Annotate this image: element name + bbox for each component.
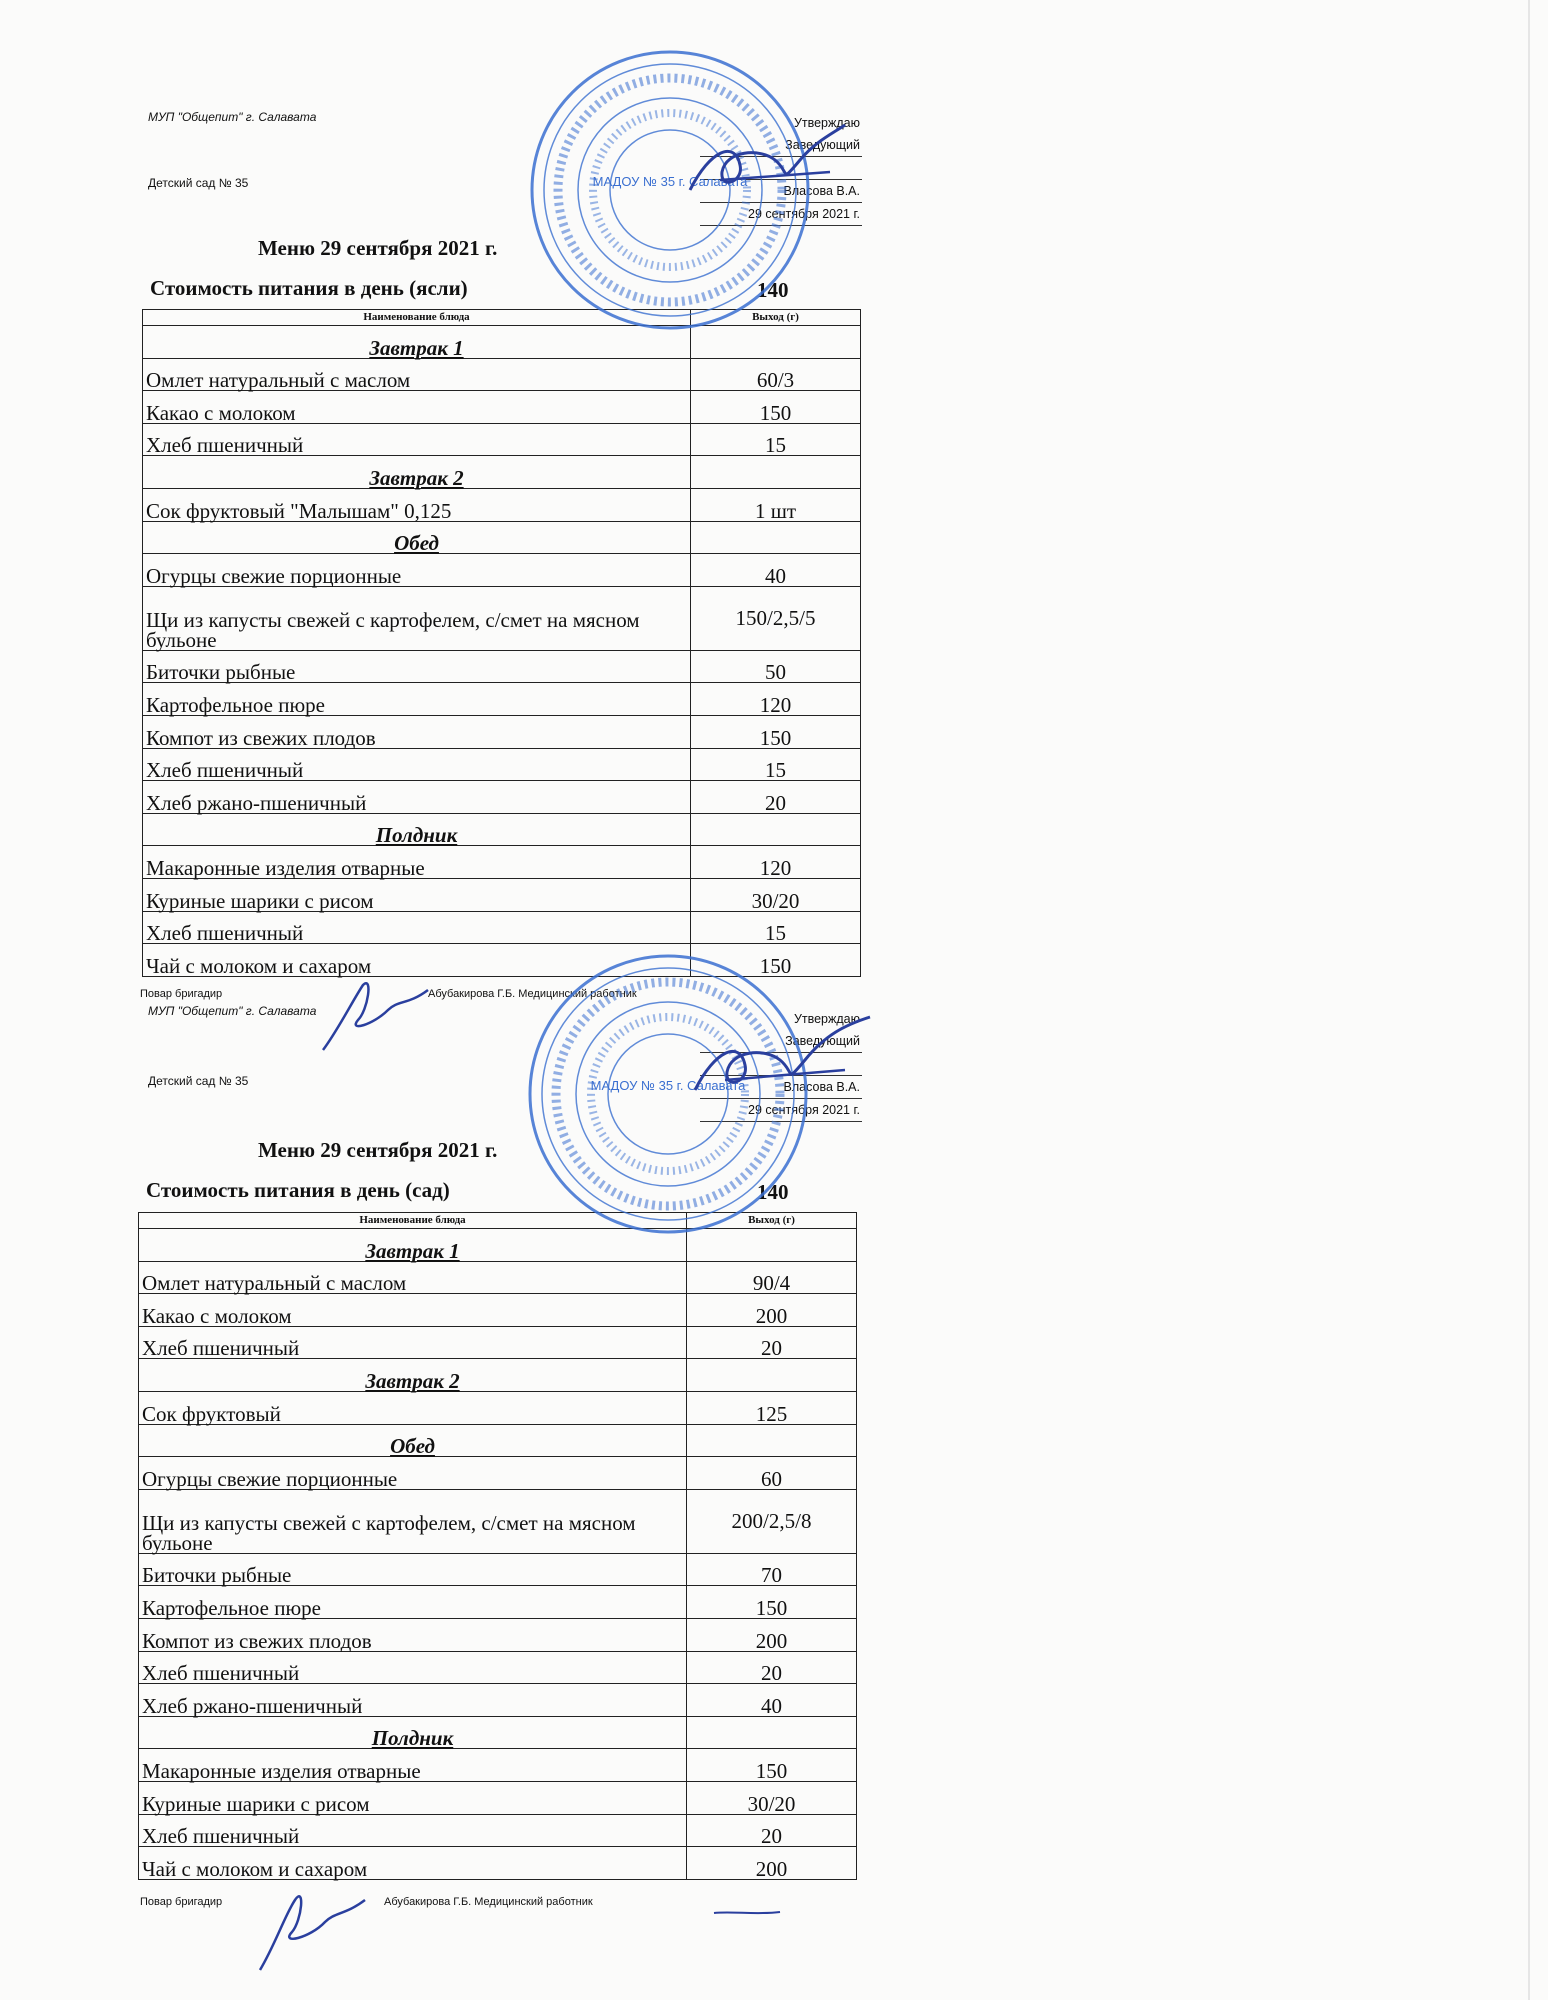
dish-name: Омлет натуральный с маслом	[143, 358, 691, 391]
dish-name: Чай с молоком и сахаром	[143, 944, 691, 977]
meal-header-row	[139, 1716, 857, 1749]
menu-title: Меню 29 сентября 2021 г.	[258, 1138, 498, 1162]
table-row	[143, 391, 861, 424]
meal-name: Завтрак 2	[143, 456, 691, 489]
table-row	[143, 554, 861, 587]
dish-name: Куриные шарики с рисом	[143, 878, 691, 911]
table-row	[139, 1651, 857, 1684]
dish-yield: 150	[691, 944, 861, 977]
approval-position: Заведующий	[700, 134, 862, 157]
dish-yield: 200	[687, 1847, 857, 1880]
table-row	[143, 650, 861, 683]
dish-name: Огурцы свежие порционные	[139, 1457, 687, 1490]
dish-yield: 150	[687, 1749, 857, 1782]
empty-cell	[687, 1359, 857, 1392]
table-row	[143, 781, 861, 814]
table-row	[139, 1684, 857, 1717]
table-row	[139, 1261, 857, 1294]
organization-name: МУП "Общепит" г. Салавата	[148, 1004, 317, 1018]
dish-name: Сок фруктовый	[139, 1391, 687, 1424]
kindergarten-name: Детский сад № 35	[148, 1074, 249, 1088]
cook-signature	[250, 1870, 370, 1980]
dish-name: Компот из свежих плодов	[139, 1618, 687, 1651]
meal-name: Обед	[139, 1424, 687, 1457]
dish-name: Хлеб пшеничный	[139, 1326, 687, 1359]
dish-name: Чай с молоком и сахаром	[139, 1847, 687, 1880]
approval-date: 29 сентября 2021 г.	[700, 203, 862, 226]
menu-table-body	[139, 1229, 857, 1880]
table-row	[139, 1326, 857, 1359]
dish-name: Биточки рыбные	[143, 650, 691, 683]
dish-yield: 15	[691, 423, 861, 456]
dish-yield: 150	[691, 715, 861, 748]
dish-yield: 150/2,5/5	[691, 586, 861, 650]
meal-name: Полдник	[139, 1716, 687, 1749]
dish-name: Хлеб пшеничный	[143, 423, 691, 456]
cost-value: 140	[757, 278, 789, 302]
table-row	[143, 586, 861, 650]
dish-name: Компот из свежих плодов	[143, 715, 691, 748]
table-row	[139, 1618, 857, 1651]
dish-yield: 120	[691, 683, 861, 716]
column-header-yield: Выход (г)	[687, 1213, 857, 1229]
dish-yield: 60/3	[691, 358, 861, 391]
dish-name: Какао с молоком	[143, 391, 691, 424]
table-row	[143, 846, 861, 879]
dish-name: Щи из капусты свежей с картофелем, с/смет на мясном бульоне	[143, 586, 691, 650]
table-row	[139, 1294, 857, 1327]
table-row	[143, 423, 861, 456]
dish-name: Хлеб пшеничный	[143, 748, 691, 781]
dish-yield: 1 шт	[691, 488, 861, 521]
dish-yield: 150	[691, 391, 861, 424]
table-row	[143, 488, 861, 521]
dish-name: Биточки рыбные	[139, 1553, 687, 1586]
approval-label: Утверждаю	[793, 116, 860, 130]
table-row	[139, 1489, 857, 1553]
empty-cell	[687, 1424, 857, 1457]
dish-yield: 150	[687, 1586, 857, 1619]
table-row	[139, 1749, 857, 1782]
dish-name: Макаронные изделия отварные	[143, 846, 691, 879]
stamp-text-line1: МАДОУ № 35 г. Салавата	[592, 174, 748, 189]
medic-signature-line	[712, 1908, 782, 1918]
approval-label: Утверждаю	[793, 1012, 860, 1026]
dish-name: Макаронные изделия отварные	[139, 1749, 687, 1782]
cook-name: Абубакирова Г.Б. Медицинский работник	[428, 988, 637, 1000]
dish-yield: 200/2,5/8	[687, 1489, 857, 1553]
empty-cell	[691, 456, 861, 489]
stamp-text-line1: МАДОУ № 35 г. Салавата	[590, 1078, 746, 1093]
dish-yield: 40	[687, 1684, 857, 1717]
meal-header-row	[139, 1359, 857, 1392]
menu-table	[138, 1212, 857, 1880]
dish-yield: 20	[687, 1326, 857, 1359]
dish-yield: 90/4	[687, 1261, 857, 1294]
head-signature	[680, 120, 870, 210]
dish-name: Хлеб пшеничный	[143, 911, 691, 944]
dish-name: Огурцы свежие порционные	[143, 554, 691, 587]
dish-yield: 120	[691, 846, 861, 879]
meal-name: Обед	[143, 521, 691, 554]
empty-cell	[687, 1716, 857, 1749]
table-row	[139, 1814, 857, 1847]
table-row	[139, 1457, 857, 1490]
dish-name: Картофельное пюре	[139, 1586, 687, 1619]
column-header-yield: Выход (г)	[691, 310, 861, 326]
menu-table-body	[143, 326, 861, 977]
meal-name: Завтрак 2	[139, 1359, 687, 1392]
meal-name: Завтрак 1	[143, 326, 691, 359]
cook-label: Повар бригадир	[140, 1896, 223, 1908]
dish-name: Хлеб ржано-пшеничный	[143, 781, 691, 814]
cook-label: Повар бригадир	[140, 988, 223, 1000]
head-signature	[685, 1015, 885, 1115]
dish-yield: 20	[687, 1651, 857, 1684]
meal-header-row	[143, 813, 861, 846]
cost-value: 140	[757, 1180, 789, 1204]
organization-name: МУП "Общепит" г. Салавата	[148, 110, 317, 124]
cook-name: Абубакирова Г.Б. Медицинский работник	[384, 1896, 593, 1908]
cook-signature	[318, 970, 438, 1060]
table-row	[139, 1553, 857, 1586]
approval-head-name: Власова В.А.	[700, 180, 862, 203]
dish-yield: 30/20	[687, 1781, 857, 1814]
dish-yield: 40	[691, 554, 861, 587]
column-header-dish: Наименование блюда	[139, 1213, 687, 1229]
meal-name: Завтрак 1	[139, 1229, 687, 1262]
dish-yield: 15	[691, 748, 861, 781]
table-row	[139, 1781, 857, 1814]
table-row	[143, 683, 861, 716]
menu-title: Меню 29 сентября 2021 г.	[258, 236, 498, 260]
kindergarten-name: Детский сад № 35	[148, 176, 249, 190]
empty-cell	[691, 813, 861, 846]
meal-name: Полдник	[143, 813, 691, 846]
table-row	[143, 715, 861, 748]
dish-name: Картофельное пюре	[143, 683, 691, 716]
dish-name: Хлеб пшеничный	[139, 1814, 687, 1847]
table-row	[139, 1847, 857, 1880]
dish-yield: 70	[687, 1553, 857, 1586]
approval-position: Заведующий	[700, 1030, 862, 1053]
cost-label: Стоимость питания в день (ясли)	[150, 276, 468, 300]
dish-yield: 125	[687, 1391, 857, 1424]
table-row	[139, 1586, 857, 1619]
meal-header-row	[139, 1424, 857, 1457]
approval-date: 29 сентября 2021 г.	[700, 1099, 862, 1122]
dish-name: Хлеб ржано-пшеничный	[139, 1684, 687, 1717]
dish-yield: 15	[691, 911, 861, 944]
meal-header-row	[143, 521, 861, 554]
cost-label: Стоимость питания в день (сад)	[146, 1178, 450, 1202]
dish-name: Щи из капусты свежей с картофелем, с/смет на мясном бульоне	[139, 1489, 687, 1553]
table-row	[143, 748, 861, 781]
column-header-dish: Наименование блюда	[143, 310, 691, 326]
dish-yield: 200	[687, 1294, 857, 1327]
dish-name: Куриные шарики с рисом	[139, 1781, 687, 1814]
dish-name: Какао с молоком	[139, 1294, 687, 1327]
dish-yield: 20	[687, 1814, 857, 1847]
table-row	[139, 1391, 857, 1424]
approval-head-name: Власова В.А.	[700, 1076, 862, 1099]
dish-yield: 60	[687, 1457, 857, 1490]
dish-name: Омлет натуральный с маслом	[139, 1261, 687, 1294]
dish-name: Сок фруктовый "Малышам" 0,125	[143, 488, 691, 521]
dish-yield: 50	[691, 650, 861, 683]
dish-yield: 30/20	[691, 878, 861, 911]
dish-yield: 200	[687, 1618, 857, 1651]
table-row	[143, 358, 861, 391]
empty-cell	[691, 521, 861, 554]
meal-header-row	[143, 456, 861, 489]
dish-yield: 20	[691, 781, 861, 814]
menu-table	[142, 309, 861, 977]
dish-name: Хлеб пшеничный	[139, 1651, 687, 1684]
